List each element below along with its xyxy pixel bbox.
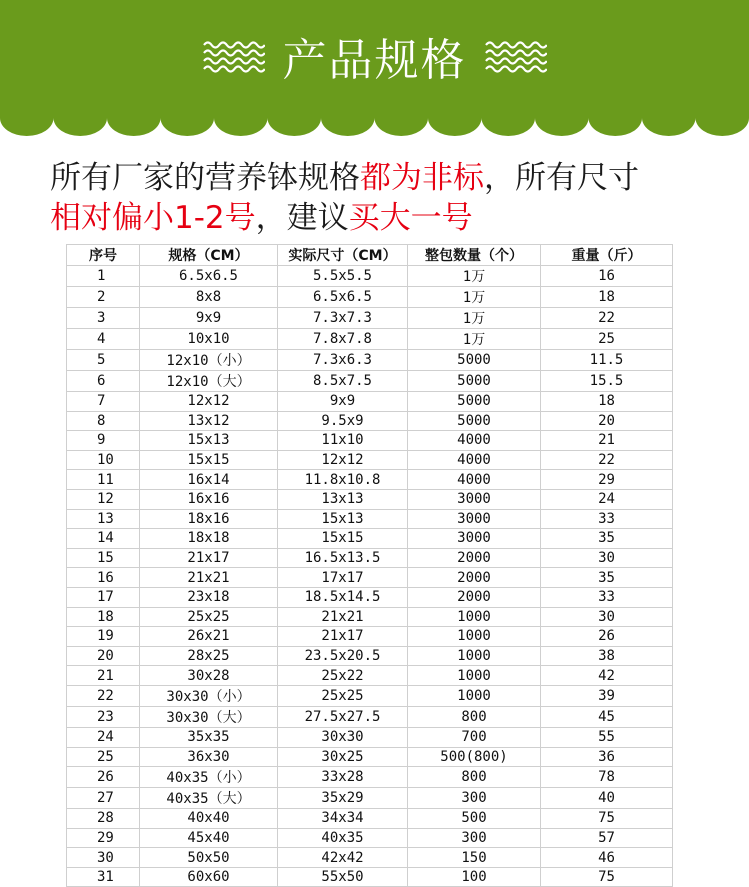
cell-weight: 78 — [541, 767, 673, 788]
cell-pack-quantity: 4000 — [408, 450, 541, 470]
table-row — [67, 568, 673, 588]
cell-actual-size: 5.5x5.5 — [278, 266, 408, 287]
cell-pack-quantity: 4000 — [408, 470, 541, 490]
notice-text: ，建议 — [255, 200, 349, 236]
notice-line-2 — [50, 198, 730, 238]
cell-pack-quantity: 3000 — [408, 529, 541, 549]
table-row — [67, 266, 673, 287]
cell-actual-size: 42x42 — [278, 848, 408, 868]
cell-spec: 18x18 — [140, 529, 278, 549]
header-index: 序号 — [67, 245, 140, 266]
cell-spec: 45x40 — [140, 828, 278, 848]
notice-highlight: 相对偏小1-2号 — [50, 200, 256, 236]
cell-index: 29 — [67, 828, 140, 848]
cell-index: 19 — [67, 627, 140, 647]
table-header-row — [67, 245, 673, 266]
wave-decoration-right-icon — [485, 39, 547, 73]
cell-pack-quantity: 500 — [408, 809, 541, 829]
table-row — [67, 392, 673, 412]
cell-weight: 25 — [541, 329, 673, 350]
cell-actual-size: 27.5x27.5 — [278, 706, 408, 727]
table-row — [67, 848, 673, 868]
cell-actual-size: 30x25 — [278, 747, 408, 767]
table-row — [67, 666, 673, 686]
cell-index: 14 — [67, 529, 140, 549]
cell-index: 30 — [67, 848, 140, 868]
cell-spec: 13x12 — [140, 411, 278, 431]
cell-actual-size: 33x28 — [278, 767, 408, 788]
cell-actual-size: 21x21 — [278, 607, 408, 627]
cell-spec: 15x15 — [140, 450, 278, 470]
cell-index: 11 — [67, 470, 140, 490]
cell-pack-quantity: 4000 — [408, 431, 541, 451]
cell-actual-size: 35x29 — [278, 788, 408, 809]
header-actual-size: 实际尺寸（CM） — [278, 245, 408, 266]
cell-actual-size: 23.5x20.5 — [278, 646, 408, 666]
cell-pack-quantity: 500(800) — [408, 747, 541, 767]
cell-weight: 39 — [541, 685, 673, 706]
cell-pack-quantity: 1000 — [408, 646, 541, 666]
header-weight: 重量（斤） — [541, 245, 673, 266]
cell-weight: 22 — [541, 450, 673, 470]
table-row — [67, 470, 673, 490]
cell-index: 22 — [67, 685, 140, 706]
cell-index: 25 — [67, 747, 140, 767]
table-row — [67, 828, 673, 848]
notice-line-1 — [50, 158, 730, 198]
header-pack-quantity: 整包数量（个） — [408, 245, 541, 266]
cell-weight: 30 — [541, 607, 673, 627]
cell-weight: 55 — [541, 727, 673, 747]
cell-actual-size: 9.5x9 — [278, 411, 408, 431]
cell-weight: 20 — [541, 411, 673, 431]
cell-pack-quantity: 2000 — [408, 587, 541, 607]
cell-pack-quantity: 1万 — [408, 329, 541, 350]
cell-pack-quantity: 5000 — [408, 350, 541, 371]
cell-actual-size: 9x9 — [278, 392, 408, 412]
table-row — [67, 646, 673, 666]
page-title: 产品规格 — [282, 35, 467, 86]
table-row — [67, 767, 673, 788]
cell-actual-size: 7.8x7.8 — [278, 329, 408, 350]
table-row — [67, 411, 673, 431]
cell-actual-size: 34x34 — [278, 809, 408, 829]
notice-highlight: 都为非标 — [360, 160, 484, 196]
cell-actual-size: 7.3x7.3 — [278, 308, 408, 329]
cell-index: 26 — [67, 767, 140, 788]
cell-spec: 16x16 — [140, 489, 278, 509]
cell-pack-quantity: 1万 — [408, 266, 541, 287]
cell-actual-size: 12x12 — [278, 450, 408, 470]
cell-spec: 15x13 — [140, 431, 278, 451]
cell-spec: 40x35（大） — [140, 788, 278, 809]
cell-index: 5 — [67, 350, 140, 371]
cell-spec: 21x17 — [140, 548, 278, 568]
cell-actual-size: 18.5x14.5 — [278, 587, 408, 607]
table-row — [67, 350, 673, 371]
cell-pack-quantity: 3000 — [408, 509, 541, 529]
cell-actual-size: 25x22 — [278, 666, 408, 686]
cell-actual-size: 17x17 — [278, 568, 408, 588]
cell-weight: 11.5 — [541, 350, 673, 371]
cell-index: 12 — [67, 489, 140, 509]
cell-spec: 50x50 — [140, 848, 278, 868]
cell-index: 16 — [67, 568, 140, 588]
cell-weight: 57 — [541, 828, 673, 848]
cell-index: 24 — [67, 727, 140, 747]
cell-actual-size: 8.5x7.5 — [278, 371, 408, 392]
table-row — [67, 587, 673, 607]
table-row — [67, 685, 673, 706]
cell-weight: 30 — [541, 548, 673, 568]
cell-pack-quantity: 1000 — [408, 666, 541, 686]
cell-weight: 42 — [541, 666, 673, 686]
cell-spec: 12x10（小） — [140, 350, 278, 371]
cell-actual-size: 13x13 — [278, 489, 408, 509]
table-row — [67, 706, 673, 727]
cell-actual-size: 25x25 — [278, 685, 408, 706]
cell-weight: 18 — [541, 287, 673, 308]
cell-index: 9 — [67, 431, 140, 451]
cell-spec: 6.5x6.5 — [140, 266, 278, 287]
cell-weight: 36 — [541, 747, 673, 767]
cell-weight: 29 — [541, 470, 673, 490]
cell-index: 15 — [67, 548, 140, 568]
banner-title-row — [0, 24, 749, 88]
table-row — [67, 867, 673, 887]
cell-weight: 33 — [541, 587, 673, 607]
cell-index: 28 — [67, 809, 140, 829]
table-row — [67, 329, 673, 350]
cell-spec: 25x25 — [140, 607, 278, 627]
cell-spec: 30x30（小） — [140, 685, 278, 706]
cell-index: 13 — [67, 509, 140, 529]
cell-index: 20 — [67, 646, 140, 666]
cell-actual-size: 15x15 — [278, 529, 408, 549]
cell-pack-quantity: 300 — [408, 788, 541, 809]
cell-spec: 12x10（大） — [140, 371, 278, 392]
cell-pack-quantity: 5000 — [408, 411, 541, 431]
cell-pack-quantity: 700 — [408, 727, 541, 747]
cell-pack-quantity: 3000 — [408, 489, 541, 509]
cell-weight: 26 — [541, 627, 673, 647]
cell-weight: 35 — [541, 529, 673, 549]
cell-pack-quantity: 1000 — [408, 607, 541, 627]
cell-index: 3 — [67, 308, 140, 329]
cell-spec: 23x18 — [140, 587, 278, 607]
cell-pack-quantity: 1000 — [408, 685, 541, 706]
cell-weight: 33 — [541, 509, 673, 529]
cell-actual-size: 11.8x10.8 — [278, 470, 408, 490]
table-row — [67, 287, 673, 308]
cell-index: 7 — [67, 392, 140, 412]
wave-decoration-left-icon — [203, 39, 265, 73]
cell-actual-size: 21x17 — [278, 627, 408, 647]
cell-spec: 16x14 — [140, 470, 278, 490]
cell-index: 10 — [67, 450, 140, 470]
cell-spec: 36x30 — [140, 747, 278, 767]
cell-weight: 24 — [541, 489, 673, 509]
cell-weight: 46 — [541, 848, 673, 868]
cell-actual-size: 7.3x6.3 — [278, 350, 408, 371]
cell-index: 31 — [67, 867, 140, 887]
cell-spec: 30x28 — [140, 666, 278, 686]
cell-index: 18 — [67, 607, 140, 627]
header-spec: 规格（CM） — [140, 245, 278, 266]
notice-highlight: 买大一号 — [348, 200, 473, 236]
cell-actual-size: 40x35 — [278, 828, 408, 848]
cell-pack-quantity: 100 — [408, 867, 541, 887]
cell-spec: 26x21 — [140, 627, 278, 647]
cell-actual-size: 11x10 — [278, 431, 408, 451]
cell-weight: 75 — [541, 809, 673, 829]
cell-spec: 40x40 — [140, 809, 278, 829]
cell-weight: 35 — [541, 568, 673, 588]
cell-pack-quantity: 2000 — [408, 548, 541, 568]
cell-index: 23 — [67, 706, 140, 727]
cell-weight: 16 — [541, 266, 673, 287]
notice-text: 所有厂家的营养钵规格 — [50, 160, 360, 196]
cell-pack-quantity: 300 — [408, 828, 541, 848]
cell-weight: 18 — [541, 392, 673, 412]
table-row — [67, 548, 673, 568]
table-row — [67, 788, 673, 809]
cell-pack-quantity: 800 — [408, 767, 541, 788]
table-row — [67, 747, 673, 767]
cell-spec: 12x12 — [140, 392, 278, 412]
cell-spec: 40x35（小） — [140, 767, 278, 788]
cell-pack-quantity: 1000 — [408, 627, 541, 647]
cell-index: 17 — [67, 587, 140, 607]
cell-actual-size: 16.5x13.5 — [278, 548, 408, 568]
scallop-edge — [0, 100, 749, 140]
cell-spec: 9x9 — [140, 308, 278, 329]
cell-spec: 8x8 — [140, 287, 278, 308]
cell-weight: 40 — [541, 788, 673, 809]
cell-pack-quantity: 1万 — [408, 287, 541, 308]
cell-weight: 15.5 — [541, 371, 673, 392]
cell-index: 1 — [67, 266, 140, 287]
cell-spec: 30x30（大） — [140, 706, 278, 727]
spec-table — [66, 244, 673, 887]
size-notice — [50, 158, 730, 238]
cell-weight: 38 — [541, 646, 673, 666]
table-row — [67, 607, 673, 627]
cell-pack-quantity: 5000 — [408, 392, 541, 412]
cell-pack-quantity: 2000 — [408, 568, 541, 588]
cell-actual-size: 30x30 — [278, 727, 408, 747]
table-row — [67, 308, 673, 329]
cell-index: 8 — [67, 411, 140, 431]
cell-actual-size: 55x50 — [278, 867, 408, 887]
cell-spec: 60x60 — [140, 867, 278, 887]
notice-text: ，所有尺寸 — [484, 160, 639, 196]
cell-pack-quantity: 150 — [408, 848, 541, 868]
table-row — [67, 627, 673, 647]
cell-actual-size: 6.5x6.5 — [278, 287, 408, 308]
table-row — [67, 509, 673, 529]
cell-spec: 35x35 — [140, 727, 278, 747]
cell-pack-quantity: 800 — [408, 706, 541, 727]
cell-actual-size: 15x13 — [278, 509, 408, 529]
cell-pack-quantity: 5000 — [408, 371, 541, 392]
table-row — [67, 809, 673, 829]
table-row — [67, 431, 673, 451]
cell-pack-quantity: 1万 — [408, 308, 541, 329]
cell-index: 2 — [67, 287, 140, 308]
cell-weight: 21 — [541, 431, 673, 451]
cell-spec: 28x25 — [140, 646, 278, 666]
cell-weight: 75 — [541, 867, 673, 887]
table-row — [67, 450, 673, 470]
cell-weight: 22 — [541, 308, 673, 329]
cell-weight: 45 — [541, 706, 673, 727]
cell-index: 27 — [67, 788, 140, 809]
table-row — [67, 489, 673, 509]
cell-spec: 21x21 — [140, 568, 278, 588]
cell-spec: 10x10 — [140, 329, 278, 350]
cell-spec: 18x16 — [140, 509, 278, 529]
table-row — [67, 529, 673, 549]
cell-index: 21 — [67, 666, 140, 686]
table-row — [67, 727, 673, 747]
cell-index: 4 — [67, 329, 140, 350]
table-row — [67, 371, 673, 392]
cell-index: 6 — [67, 371, 140, 392]
